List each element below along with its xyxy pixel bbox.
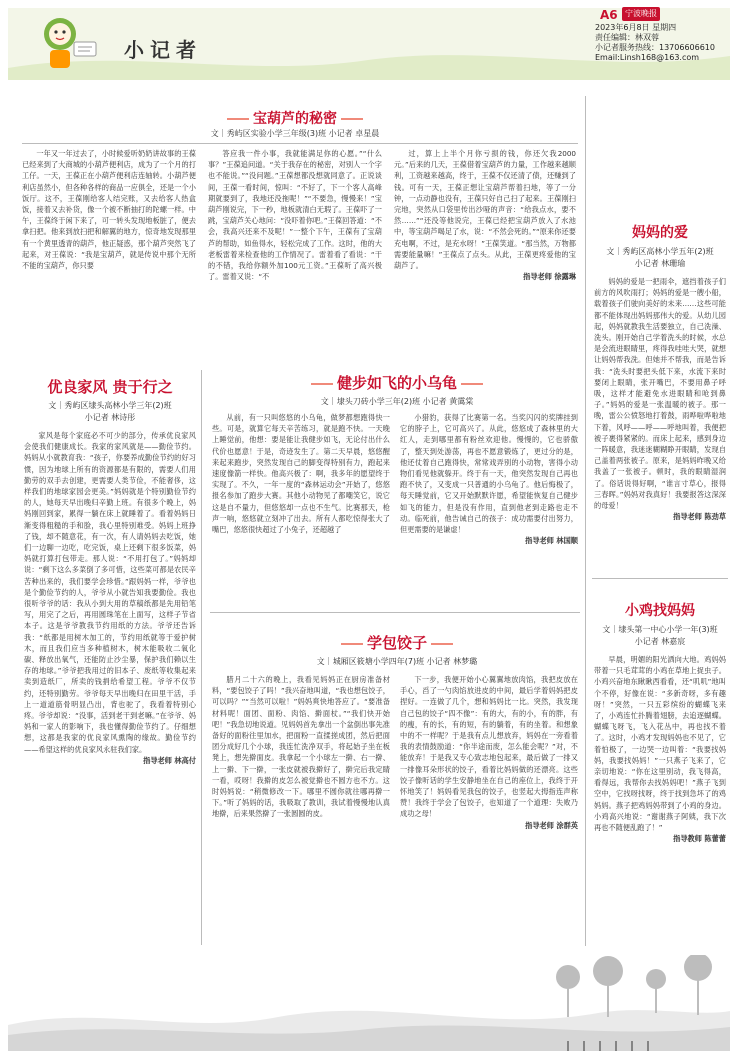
title-decoration — [341, 643, 363, 645]
article-column-turtle-2 — [400, 412, 578, 607]
title-decoration — [227, 118, 249, 120]
article-title-turtle — [212, 372, 582, 393]
title-decoration — [311, 383, 333, 385]
article-byline-family — [22, 400, 198, 424]
byline-reporter: 小记者 林嘉宸 — [634, 637, 686, 646]
issue-date: 2023年6月8日 星期四 — [595, 23, 677, 32]
article-column-dumplings-1 — [212, 674, 390, 944]
article-paragraph: 下一步，我便开始小心翼翼地放肉馅，我把皮放在手心，舀了一勺肉馅放进皮的中间，最后学着妈妈把皮捏好。一连做了几个，想和妈妈比一比。突然，我发现自己包的饺子“四不像”：有的大，有的小，有的胖，有的瘦，有的长，有的短，有的躺着，有的坐着。和想象中的不一样呢？于是我有点儿想放弃，妈妈在一旁看着我的表情鼓励道：“你半途而废，怎么能会呢？”对，不能放弃！于是我又专心致志地包起来，最后做了一排又一排像耳朵形状的饺子，看着比妈妈做的还漂亮。这些饺子像听话的学生安静地坐在自己的座位上，我终于开怀地笑了！妈妈看见我包的饺子，也竖起大拇指连声称赞！我终于学会了包饺子，也知道了一个道理：失败乃成功之母！ — [400, 675, 578, 819]
title-decoration — [461, 383, 483, 385]
article-column-family — [24, 430, 196, 945]
article-title-text: 健步如飞的小乌龟 — [336, 374, 457, 392]
byline-reporter: 小记者 林珊瑜 — [634, 259, 686, 268]
article-paragraph: 小猎豹，获得了比赛第一名。当奖闪闪的奖牌挂到它的脖子上，它可高兴了。从此，悠悠成了森林里的大红人，走到哪里都有粉丝欢迎他。慢慢的，它也骄傲了，整天到处游荡，再也不愿意锻炼了，更过分的是，他还仗着自己跑得快，常常戏弄别的小动物，害得小动物们看见他就躲开。终于有一天，他突然发现自己再也跑不快了，又变成一只普通的小乌龟了。他后悔极了，每天睡觉前，它又开始默默许愿，希望能恢复自己健步如飞的能力，但是没有作用，直到他老到走路也走不动。临死前，他告诫自己的孩子：成功需要付出努力，但更需要的是谦虚！ — [400, 413, 578, 535]
article-column-mothers-love — [594, 276, 726, 566]
byline-reporter: 小记者 林诗彤 — [84, 413, 136, 422]
article-title-gourd — [140, 108, 450, 128]
teacher-credit: 指导老师 林高付 — [143, 755, 196, 765]
article-byline-turtle: 文｜埭头刀砖小学三年(2)班 小记者 黄霭棠 — [320, 397, 474, 406]
article-paragraph: 家风是每个家庭必不可少的部分，传承优良家风会使我们健康成长。我家的家风就是——勤俭节约。妈妈从小就教育我：“孩子，你要养成勤俭节约的好习惯，因为地球上所有的资源都是有限的，需要人们用勤劳的双手去创建，更需要人类节俭，不能奢侈，这样我们的地球家园会更美。”妈妈就是个特别勤俭节约的人，她每天早出晚归辛勤上班。有很多个晚上，妈妈刚回到家，累得一躺在床上就睡着了。看着妈妈日渐变得粗糙的手和脸，我心里特别难受。妈妈上班挣了钱，却不随意花，有一次，有人请妈妈去吃饭，她们一边聊一边吃，吃完饭，桌上还剩下很多饭菜，妈妈就打算打包带走。那人说：“不用打包了。”妈妈却说：“剩下这么多菜倒了多可惜，这些菜可都是农民辛苦种出来的，我们要学会珍惜。”跟妈妈一样，爷爷也是个勤俭节约的人，爷爷从小就告知我要勤俭。我也很听爷爷的话：我从小到大用的草稿纸都是先用铅笔写，用完了之后，再用圆珠笔在上面写，这样子节省本子。这是爷爷教我节约用纸的方法。爷爷还告诉我：“纸都是用树木加工的，节约用纸就等于爱护树木，而且我们应当多种植树木，树木能吸收二氧化碳、释放出氧气，还能防止沙尘暴，保护我们赖以生存的地球。”爷爷把我用过的旧本子、废纸等收集起来卖到造纸厂，所卖的钱捐给希望工程。爷爷不仅节约，还特别勤劳。爷爷每天早出晚归在田里干活，手上一道道筋骨明显凸出，背也驼了，我看着特别心疼。爷爷却说：“没事，活到老干到老嘛。”在爷爷、妈妈和一家人的影响下，我也懂得勤俭节约了。仔细想想，这都是我家的优良家风熏陶的缘故。勤俭节约——希望这样的优良家风永驻我们家。 — [24, 431, 196, 754]
teacher-credit: 指导老师 林国顺 — [525, 536, 578, 546]
article-paragraph: 从前，有一只叫悠悠的小乌龟，做梦都想跑得快一些。可是，就算它每天辛苦练习，就是跑不快。一天晚上睡觉前，他想：要是能让我健步如飞，无论付出什么代价也愿意！于是，奇迹发生了。第二天早晨，悠悠醒来起来跑步，突然发现自己的脚变得特别有力，跑起来速度像箭一样快。他高兴极了：啊，我多年的愿望终于实现了。不久，一年一度的“森林运动会”开始了，悠悠报名参加了跑步大赛。其他小动物见了都嘲笑它，说它这是自不量力，但悠悠却一点也不生气。比赛那天，枪声一响，悠悠就立刻冲了出去。所有人都吃惊得张大了嘴巴，悠悠很快超过了小兔子，还超越了 — [212, 413, 390, 535]
article-title-mothers-love: 妈妈的爱 — [632, 225, 688, 241]
teacher-credit: 指导老师 徐露琳 — [523, 272, 576, 282]
article-column-gourd-2 — [208, 148, 382, 358]
teacher-credit: 指导老师 陈劲草 — [673, 512, 726, 522]
article-byline-mothers-love — [592, 246, 728, 270]
article-paragraph: 答应我一件小事，我就能满足你的心愿。”“什么事？”王葆追问道。“关于我存在的秘密，对别人一个字也不能说。”“没问题。”王葆想都没想就同意了。正说谈间，王葆一看时间，惊叫：“不好了，下一个客人高峰期就要到了，我地还没拖呢！”“不要急，慢慢来！”宝葫芦刚说完，下一秒，地板就清白无瑕了。王葆吓了一跳，宝葫芦关心地问：“没吓着你吧。”王葆回答道：“不会，我高兴还来不及呢！”一整个下午，王葆有了宝葫芦的帮助，如鱼得水，轻松完成了工作。这时，他的大老板雷着来检查他的工作情况了。雷着看了看说：“干的不错，我给你额外加100元工资。”王葆听了高兴极了。雷着又说：“不 — [208, 149, 382, 282]
teacher-credit: 指导教师 陈蕾蕾 — [673, 834, 726, 844]
article-byline-chick — [592, 624, 728, 648]
article-column-gourd-3 — [394, 148, 576, 358]
title-decoration — [431, 643, 453, 645]
mascot-logo — [20, 12, 116, 74]
column-separator — [585, 96, 586, 946]
editor-line: 责任编辑：林双蓉 — [595, 33, 659, 42]
article-paragraph: 一年又一年过去了，小时候爱听奶奶讲故事的王葆已经来到了大商城的小葫芦便利店，成为了一个月的打工仔。一天，王葆正在小葫芦便利店连轴转。小葫芦便利店虽然小，但各种各样的商品一应俱全，还是一个小饭厅。这不，王葆刚给客人结完账，又去给客人热盒饭，接着又去补货，像一个被不断抽打的陀螺一样。中午，王葆终于闲下来了，可一转头发现地板脏了，便去拿扫把。他来到放扫把和解翼的地方，惊奇地发现那里有一个黄里透青的葫芦，他正疑惑，那个葫芦突然飞了起来，对王葆说：“我是宝葫芦，就是传说中那个无所不能的宝葫芦，你只要 — [22, 149, 196, 271]
article-column-chick — [594, 654, 726, 886]
article-byline-gourd: 文｜秀屿区实验小学三年级(3)班 小记者 卓星晨 — [210, 129, 380, 138]
divider — [592, 578, 728, 579]
hotline-line: 小记者服务热线：13706606610 — [595, 43, 715, 52]
page-header — [0, 0, 737, 84]
article-paragraph: 妈妈的爱是一把雨伞，遮挡着孩子们前方的风吹雨打；妈妈的爱是一艘小船，载着孩子们驶向美好的未来……这些可能都不能体现出妈妈那伟大的爱。从幼儿园起，妈妈就教我生活要独立，自己洗澡、洗头。刚开始自己学着洗头的时候，水总是会流进眼睛里，疼得我哇哇大哭，就想让妈妈帮我洗。但她并不帮我，而是告诉我：“洗头时要把头低下来，水流下来时要闭上眼睛，张开嘴巴，不要用鼻子呼吸，这样才能避免水进眼睛和呛到鼻子。”妈妈的爱是一张温暖的被子。那一晚，雷公公愤怒地打着鼓，雨哗啦哗啦地下着，风呼——呼——呼地叫着，我便把被子裹得紧紧的。而床上起来，感到身边一阵暖意，我迷迷糊糊睁开眼睛，发现自己盖着两张被子。原来，是妈妈昨晚又给我盖了一张被子。顿时，我的眼睛湿润了。俗话说得好啊，“谁言寸草心，报得三春晖。”妈妈对我真好！我要报答这深深的母爱！ — [594, 277, 726, 511]
article-title-text: 学包饺子 — [366, 634, 427, 652]
article-title-chick: 小鸡找妈妈 — [625, 603, 695, 619]
byline-school: 文｜埭头第一中心小学一年(3)班 — [602, 625, 718, 634]
article-column-turtle-1 — [212, 412, 390, 607]
footer-landscape-illustration — [8, 955, 730, 1051]
email-line: Email:Linsh168@163.com — [595, 53, 700, 62]
divider — [22, 143, 578, 144]
article-byline-dumplings: 文｜城厢区筱塘小学四年(7)班 小记者 林梦璐 — [316, 657, 478, 666]
byline-school: 文｜秀屿区高林小学五年(2)班 — [606, 247, 714, 256]
article-column-dumplings-2 — [400, 674, 578, 944]
article-title-text: 宝葫芦的秘密 — [253, 111, 337, 127]
article-title-family: 优良家风 贵于行之 — [47, 378, 173, 396]
article-paragraph: 过，算上上半个月你亏损的钱，你还欠我2000元。”后来的几天，王葆借着宝葫芦的力量，工作越来越顺利，工资越来越高，终于，王葆不仅还清了债，还赚到了钱。可有一天，王葆正想让宝葫芦帮着扫地，等了一分钟，一点动静也没有，王葆只好自己扫了起来。王葆刚扫完地，突然从口袋里传出沙哑的声音：“给我点水，要不然……”“还没等他说完，王葆已经把宝葫芦放入了水池中，等宝葫芦喝足了水，说：“不然会死的。”“原来你还要充电啊，不过，是充水呀！”王葆笑道。“那当然，万物都需要能量嘛！”王葆点了点头。从此，王葆更疼爱他的宝葫芦了。 — [394, 149, 576, 271]
title-decoration — [341, 118, 363, 120]
page-number: A6 — [600, 8, 618, 22]
article-paragraph: 腊月二十六的晚上，我看见妈妈正在厨房准备材料，“要包饺子了吗！”我兴奋地叫道，“我也想包饺子，可以吗？”“当然可以啦！”妈妈爽快地答应了。“要准备材料呢！面团、面粉、肉馅、擀面杖。”“我们快开始吧！”我急切地说道。见妈妈首先拿出一个盆倒出事先准备好的面粉往里加水，把面粉一直揉搓成团，然后把面团分成好几个小球，我连忙洗净双手，将起始子坐在板凳上，想先擀面皮。我拿起一个小球左一擀、右一擀、上一擀、下一擀，一张皮就被我擀好了，擀完后我定睛一看，哎呀！我擀的皮怎么被觉擀也不圆方也不方。这时妈妈说：“稍微修改一下。哪里不圆你就往哪再擀一下。”听了妈妈的话，我吸取了教训，我试着慢慢地认真地擀，后来果然擀了一张圆圆的皮。 — [212, 675, 390, 819]
newspaper-logo: 宁波晚报 — [622, 7, 660, 21]
teacher-credit: 指导老师 涂群英 — [525, 820, 578, 830]
column-separator — [201, 370, 202, 945]
byline-school: 文｜秀屿区埭头高林小学三年(2)班 — [48, 401, 172, 410]
divider — [210, 612, 580, 613]
article-paragraph: 早晨，明媚的阳光洒向大地。鸡妈妈带着一只毛茸茸的小鸡在草地上捉虫子。小鸡兴奋地东瞅瞅西看看，还“叽叽”地叫个不停，好像在说：“多新奇呀，多有趣呀！”突然，一只五彩缤纷的蝴蝶飞来了，小鸡连忙扑腾着翅膀，去追逐蝴蝶。蝴蝶飞呀飞，飞入花丛中，再也找不着了。这时，小鸡才发现妈妈也不见了，它着怕极了，一边哭一边叫着：“我要找妈妈，我要找妈妈！”一只燕子飞来了，它亲切地说：“你在这里别动，我飞得高，看得远，我帮你去找妈妈吧！”燕子飞到空中，它找呀找呀，终于找到急坏了的鸡妈妈。燕子把鸡妈妈带到了小鸡的身边。小鸡高兴地说：“谢谢燕子阿姨，我下次再也不随便乱跑了！” — [594, 655, 726, 833]
header-meta — [595, 23, 715, 63]
masthead-title: 小记者 — [124, 38, 202, 62]
article-column-gourd-1 — [22, 148, 196, 358]
article-title-dumplings — [212, 632, 582, 653]
